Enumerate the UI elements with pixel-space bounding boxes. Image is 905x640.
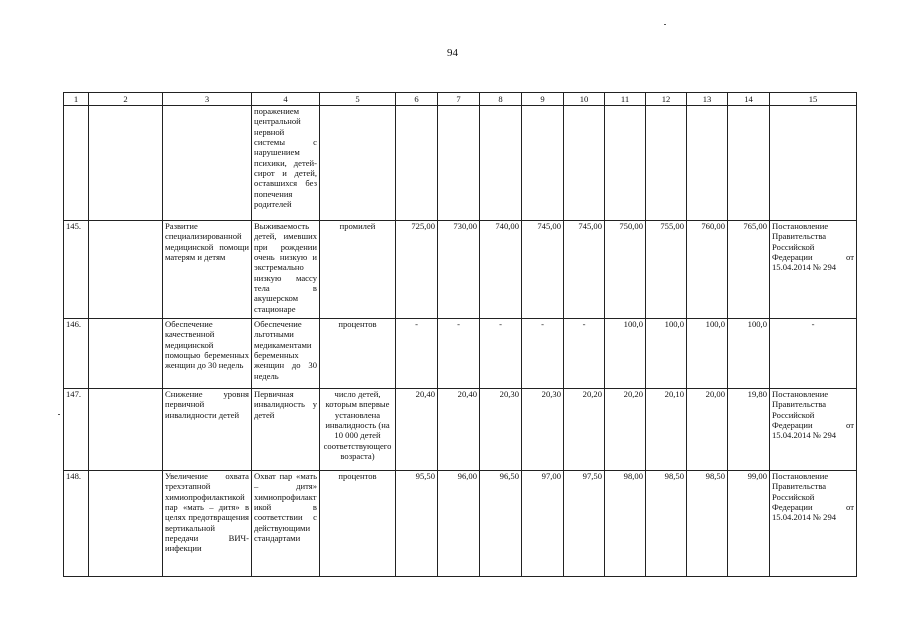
year-value-cell: 760,00 [687,221,728,319]
empty-cell [89,471,163,577]
year-value-cell [605,106,646,221]
measure-cell: Развитие специализированной медицинской помощи матерям и детям [163,221,252,319]
indicator-cell: Охват пар «мать – дитя» химиопрофилактикой в соответствии с действующими стандартами [252,471,320,577]
column-header: 8 [480,93,522,106]
year-value-cell: 20,20 [605,389,646,471]
column-header: 2 [89,93,163,106]
column-header: 7 [438,93,480,106]
year-value-cell: - [438,319,480,389]
indicator-cell: поражением центральной нервной системы с нарушением психики, детей-сирот и детей, оставшихся без попечения родителей [252,106,320,221]
year-value-cell [396,106,438,221]
year-value-cell: 20,40 [438,389,480,471]
year-value-cell: 96,00 [438,471,480,577]
scan-speck [58,414,60,415]
year-value-cell: 20,30 [522,389,564,471]
table-row [64,389,857,471]
indicator-cell: Обеспечение льготными медикаментами беременных женщин до 30 недель [252,319,320,389]
year-value-cell: 725,00 [396,221,438,319]
year-value-cell: 100,0 [687,319,728,389]
year-value-cell: 98,50 [687,471,728,577]
year-value-cell: 730,00 [438,221,480,319]
year-value-cell: 740,00 [480,221,522,319]
page-number: 94 [447,47,458,59]
year-value-cell: 755,00 [646,221,687,319]
year-value-cell: - [522,319,564,389]
year-value-cell: 100,0 [728,319,770,389]
column-header: 13 [687,93,728,106]
year-value-cell: 98,00 [605,471,646,577]
year-value-cell [646,106,687,221]
measure-cell: Обеспечение качественной медицинской помощью беременных женщин до 30 недель [163,319,252,389]
table-row [64,221,857,319]
empty-cell [89,106,163,221]
table-row [64,471,857,577]
empty-cell [89,221,163,319]
year-value-cell [564,106,605,221]
basis-cell: - [770,319,857,389]
row-number-cell: 146. [64,319,89,389]
column-header: 9 [522,93,564,106]
column-header: 4 [252,93,320,106]
row-number-cell: 148. [64,471,89,577]
basis-cell [770,106,857,221]
year-value-cell: 20,30 [480,389,522,471]
unit-cell [320,106,396,221]
year-value-cell: - [396,319,438,389]
year-value-cell: 100,0 [605,319,646,389]
year-value-cell: 99,00 [728,471,770,577]
basis-cell: Постановление Правительства Российской Федерации от 15.04.2014 № 294 [770,221,857,319]
empty-cell [89,389,163,471]
unit-cell: число детей, которым впервые установлена инвалидность (на 10 000 детей соответствующего возраста) [320,389,396,471]
measure-cell: Увеличение охвата трехэтапной химиопрофилактикой пар «мать – дитя» в целях предотвращения вертикальной передачи ВИЧ-инфекции [163,471,252,577]
column-header: 12 [646,93,687,106]
year-value-cell: 98,50 [646,471,687,577]
year-value-cell: 20,40 [396,389,438,471]
indicators-table [63,92,857,577]
year-value-cell: 750,00 [605,221,646,319]
year-value-cell [728,106,770,221]
year-value-cell [438,106,480,221]
column-header: 6 [396,93,438,106]
column-header: 1 [64,93,89,106]
unit-cell: промилей [320,221,396,319]
unit-cell: процентов [320,471,396,577]
year-value-cell: 20,10 [646,389,687,471]
year-value-cell: 100,0 [646,319,687,389]
year-value-cell [687,106,728,221]
column-header: 11 [605,93,646,106]
empty-cell [89,319,163,389]
indicator-cell: Выживаемость детей, имевших при рождении очень низкую и экстремально низкую массу тела в акушерском стационаре [252,221,320,319]
measure-cell: Снижение уровня первичной инвалидности детей [163,389,252,471]
column-header: 10 [564,93,605,106]
year-value-cell: 745,00 [522,221,564,319]
year-value-cell: 97,00 [522,471,564,577]
row-number-cell [64,106,89,221]
row-number-cell: 145. [64,221,89,319]
unit-cell: процентов [320,319,396,389]
year-value-cell: 20,00 [687,389,728,471]
year-value-cell: 765,00 [728,221,770,319]
indicator-cell: Первичная инвалидность у детей [252,389,320,471]
table-row [64,106,857,221]
year-value-cell: 97,50 [564,471,605,577]
year-value-cell: 96,50 [480,471,522,577]
table-row [64,319,857,389]
measure-cell [163,106,252,221]
year-value-cell: 95,50 [396,471,438,577]
column-header: 14 [728,93,770,106]
column-header: 15 [770,93,857,106]
year-value-cell [480,106,522,221]
year-value-cell: 745,00 [564,221,605,319]
basis-cell: Постановление Правительства Российской Федерации от 15.04.2014 № 294 [770,471,857,577]
column-header: 5 [320,93,396,106]
year-value-cell: 20,20 [564,389,605,471]
year-value-cell: - [480,319,522,389]
year-value-cell: - [564,319,605,389]
scan-speck [664,24,666,25]
year-value-cell: 19,80 [728,389,770,471]
header-row [64,93,857,106]
column-header: 3 [163,93,252,106]
year-value-cell [522,106,564,221]
row-number-cell: 147. [64,389,89,471]
basis-cell: Постановление Правительства Российской Федерации от 15.04.2014 № 294 [770,389,857,471]
